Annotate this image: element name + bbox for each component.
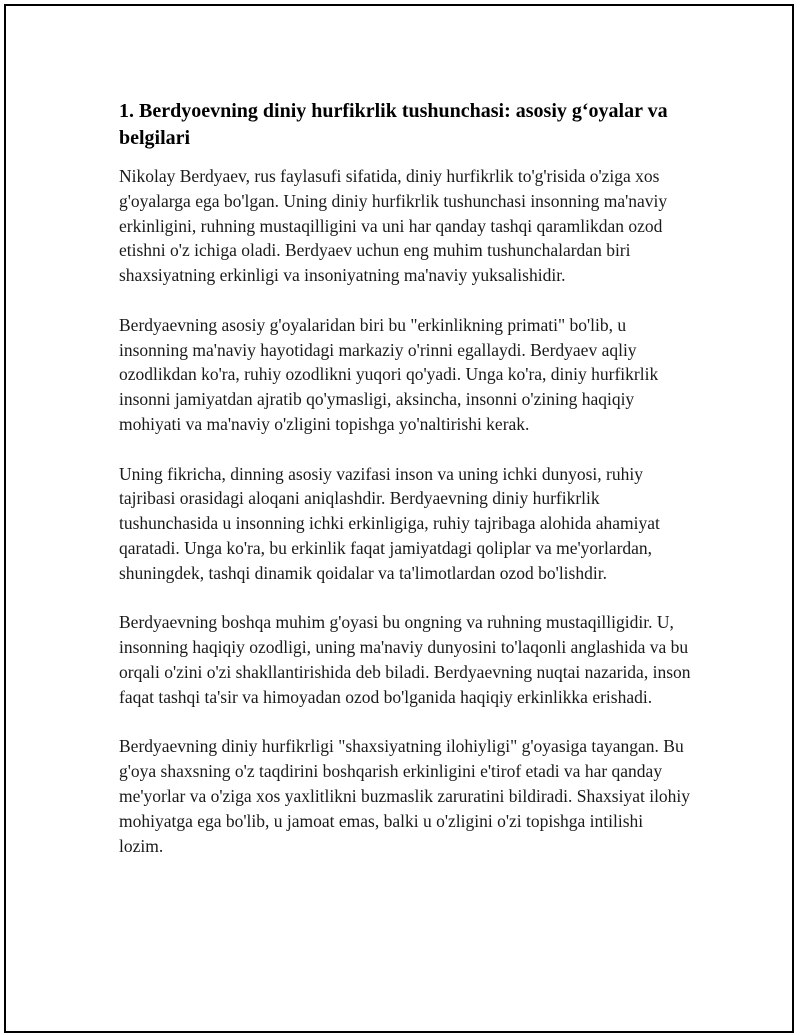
document-content (119, 98, 691, 883)
section-title: 1. Berdyoevning diniy hurfikrlik tushunchasi: asosiy g‘oyalar va belgilari (119, 100, 668, 149)
page-frame (4, 4, 794, 1033)
paragraph-3: Uning fikricha, dinning asosiy vazifasi inson va uning ichki dunyosi, ruhiy tajribasi orasidagi aloqani aniqlashdir. Berdyaevning diniy hurfikrlik tushunchasida u insonning ichki erkinligiga, ruhiy tajribaga alohida ahamiyat qaratadi. Unga ko'ra, bu erkinlik faqat jamiyatdagi qoliplar va me'yorlardan, shuningdek, tashqi dinamik qoidalar va ta'limotlardan ozod bo'lishdir. (119, 463, 660, 583)
paragraph-1: Nikolay Berdyaev, rus faylasufi sifatida, diniy hurfikrlik to'g'risida o'ziga xos g'oyalarga ega bo'lgan. Uning diniy hurfikrlik tushunchasi insonning ma'naviy erkinligini, ruhning mustaqilligini va uni har qanday tashqi qaramlikdan ozod etishni o'z ichiga oladi. Berdyaev uchun eng muhim tushunchalardan biri shaxsiyatning erkinligi va insoniyatning ma'naviy yuksalishidir. (119, 166, 668, 286)
paragraph-4: Berdyaevning boshqa muhim g'oyasi bu ongning va ruhning mustaqilligidir. U, insonning haqiqiy ozodligi, uning ma'naviy dunyosini to'laqonli anglashida va bu orqali o'zini o'zi shakllantirishida deb biladi. Berdyaevning nuqtai nazarida, inson faqat tashqi ta'sir va himoyadan ozod bo'lganida haqiqiy erkinlikka erishadi. (119, 612, 691, 707)
paragraph-5: Berdyaevning diniy hurfikrligi "shaxsiyatning ilohiyligi" g'oyasiga tayangan. Bu g'oya shaxsning o'z taqdirini boshqarish erkinligini e'tirof etadi va har qanday me'yorlar va o'ziga xos yaxlitlikni buzmaslik zaruratini bildiradi. Shaxsiyat ilohiy mohiyatga ega bo'lib, u jamoat emas, balki u o'zligini o'zi topishga intilishi lozim. (119, 736, 691, 856)
paragraph-2: Berdyaevning asosiy g'oyalaridan biri bu "erkinlikning primati" bo'lib, u insonning ma'naviy hayotidagi markaziy o'rinni egallaydi. Berdyaev aqliy ozodlikdan ko'ra, ruhiy ozodlikni yuqori qo'yadi. Unga ko'ra, diniy hurfikrlik insonni jamiyatdan ajratib qo'ymasligi, aksincha, insonni o'zining haqiqiy mohiyati va ma'naviy o'zligini topishga yo'naltirishi kerak. (119, 314, 659, 434)
